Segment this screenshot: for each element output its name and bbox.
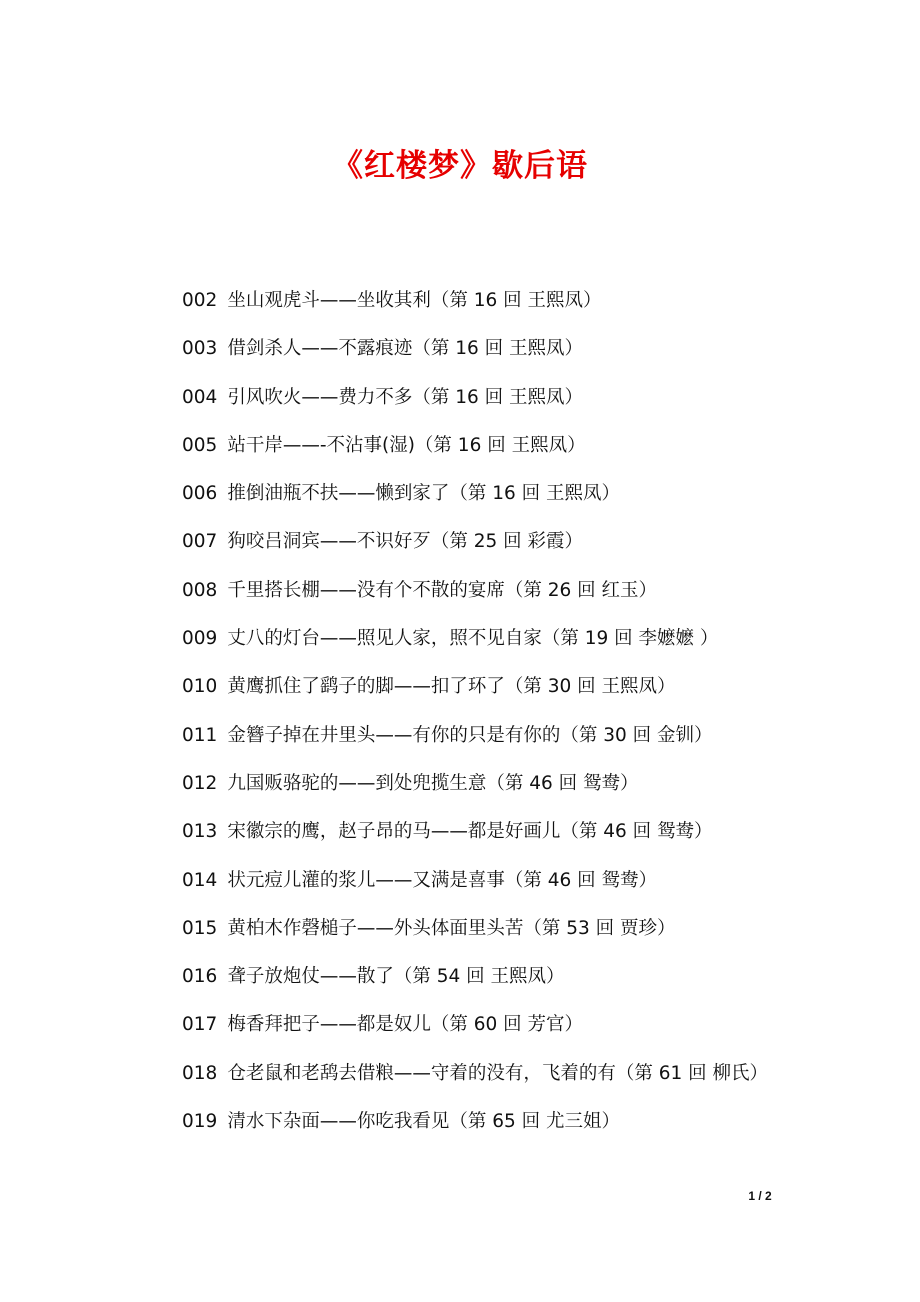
entry-text: 梅香拜把子——都是奴儿（第 60 回 芳官） (227, 1014, 583, 1036)
list-item (140, 1050, 790, 1098)
entry-number: 009 (182, 628, 218, 650)
list-item (140, 712, 790, 760)
list-item (140, 857, 790, 905)
page-title: 《红楼梦》歇后语 (332, 148, 588, 184)
entry-text: 丈八的灯台——照见人家，照不见自家（第 19 回 李嬷嬷 ） (227, 628, 719, 650)
entry-text: 黄鹰抓住了鹞子的脚——扣了环了（第 30 回 王熙凤） (227, 676, 676, 698)
list-item (140, 374, 790, 422)
entry-text: 黄柏木作磬槌子——外头体面里头苦（第 53 回 贾珍） (227, 917, 676, 939)
entry-number: 003 (182, 338, 218, 360)
list-item (140, 663, 790, 711)
entry-number: 013 (182, 821, 218, 843)
entry-number: 008 (182, 579, 218, 601)
entry-text: 千里搭长棚——没有个不散的宴席（第 26 回 红玉） (227, 579, 657, 601)
entry-text: 清水下杂面——你吃我看见（第 65 回 尤三姐） (227, 1111, 620, 1133)
entry-number: 002 (182, 290, 218, 311)
entry-text: 狗咬吕洞宾——不识好歹（第 25 回 彩霞） (227, 531, 583, 553)
entry-list (140, 277, 790, 1146)
entry-text: 引风吹火——费力不多（第 16 回 王熙凤） (227, 386, 583, 408)
entry-text: 状元痘儿灌的浆儿——又满是喜事（第 46 回 鸳鸯） (227, 869, 657, 891)
entry-text: 聋子放炮仗——散了（第 54 回 王熙凤） (227, 966, 565, 988)
entry-number: 004 (182, 386, 218, 408)
list-item (140, 808, 790, 856)
list-item (140, 953, 790, 1001)
entry-number: 018 (182, 1062, 218, 1084)
entry-number: 019 (182, 1111, 218, 1133)
list-item (140, 422, 790, 470)
entry-number: 012 (182, 772, 218, 794)
entry-text: 金簪子掉在井里头——有你的只是有你的（第 30 回 金钏） (227, 724, 713, 746)
entry-number: 016 (182, 966, 218, 988)
entry-number: 014 (182, 869, 218, 891)
entry-text: 站干岸——-不沾事(湿)（第 16 回 王熙凤） (227, 434, 586, 456)
entry-number: 005 (182, 434, 218, 456)
list-item (140, 277, 790, 325)
page-number: 1 / 2 (748, 1189, 772, 1203)
entry-number: 015 (182, 917, 218, 939)
list-item (140, 1001, 790, 1049)
entry-number: 007 (182, 531, 218, 553)
entry-text: 九国贩骆驼的——到处兜揽生意（第 46 回 鸳鸯） (227, 772, 639, 794)
list-item (140, 518, 790, 566)
list-item (140, 470, 790, 518)
entry-text: 宋徽宗的鹰，赵子昂的马——都是好画儿（第 46 回 鸳鸯） (227, 821, 713, 843)
entry-number: 011 (182, 724, 218, 746)
list-item (140, 325, 790, 373)
list-item (140, 615, 790, 663)
entry-number: 006 (182, 483, 218, 505)
entry-text: 推倒油瓶不扶——懒到家了（第 16 回 王熙凤） (227, 483, 620, 505)
entry-number: 010 (182, 676, 218, 698)
list-item (140, 760, 790, 808)
list-item (140, 1098, 790, 1146)
entry-text: 仓老鼠和老鸹去借粮——守着的没有，飞着的有（第 61 回 柳氏） (227, 1062, 768, 1084)
entry-text: 借剑杀人——不露痕迹（第 16 回 王熙凤） (227, 338, 583, 360)
entry-number: 017 (182, 1014, 218, 1036)
list-item (140, 567, 790, 615)
entry-text: 坐山观虎斗——坐收其利（第 16 回 王熙凤） (227, 290, 602, 311)
list-item (140, 905, 790, 953)
